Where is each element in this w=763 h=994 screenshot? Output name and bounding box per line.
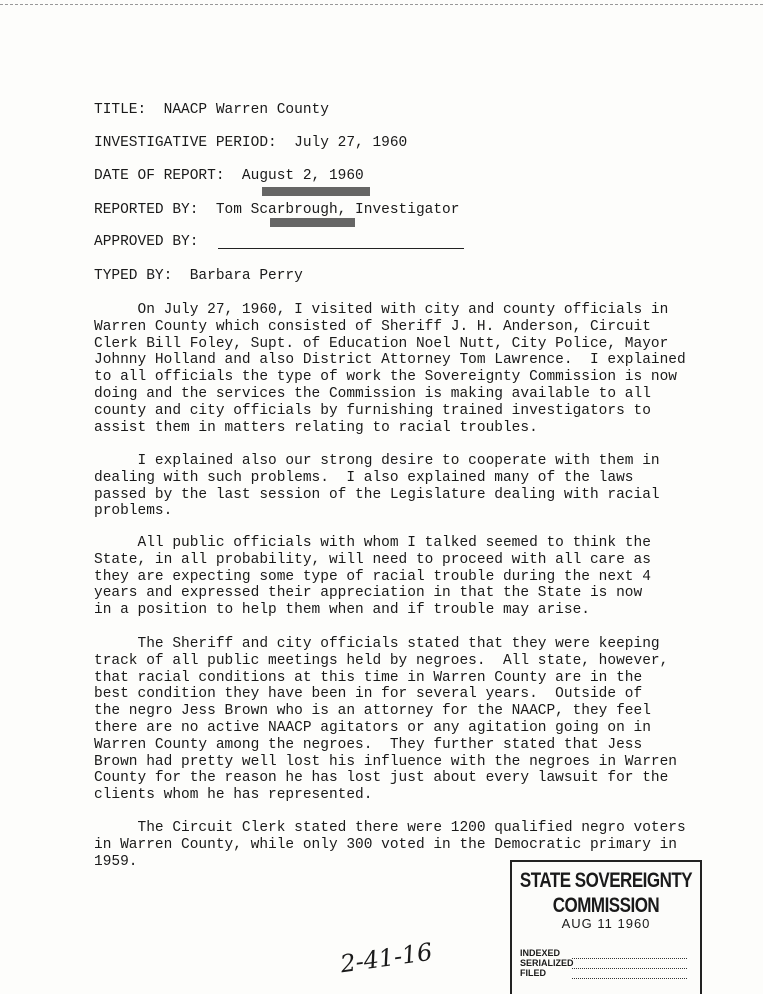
stamp-indexed: INDEXED xyxy=(520,948,561,958)
paragraph-3: All public officials with whom I talked seemed to think the State, in all probability, will need to proceed with all care as they are expecting some type of racial trouble during the next 4 years and expressed their appreciation in that the State is now in a position to help them when and if trouble may arise. xyxy=(94,535,651,619)
reported-by: REPORTED BY: Tom Scarbrough, Investigator xyxy=(94,202,460,218)
paragraph-4: The Sheriff and city officials stated that they were keeping track of all public meetings held by negroes. All state, however, that racial conditions at this time in Warren County are in the best condition they have been in for several years. Outside of the negro Jess Brown who is an attorney for the NAACP, they feel there are no active NAACP agitators or any agitation going on in Warren County among the negroes. They further stated that Jess Brown had pretty well lost his influence with the negroes in Warren County for the reason he has lost just about every lawsuit for the clients whom he has represented. xyxy=(94,636,677,804)
approved-signature-line xyxy=(218,248,464,249)
stamp-serialized-line xyxy=(572,968,687,969)
stamp-date: AUG 11 1960 xyxy=(561,916,651,931)
stamp-title: STATE SOVEREIGNTY COMMISSION xyxy=(519,868,693,917)
paragraph-5: The Circuit Clerk stated there were 1200 qualified negro voters in Warren County, while only 300 voted in the Democratic primary in 1959. xyxy=(94,820,686,870)
typed-by: TYPED BY: Barbara Perry xyxy=(94,268,303,284)
report-title: TITLE: NAACP Warren County xyxy=(94,102,329,118)
approved-by: APPROVED BY: xyxy=(94,234,199,250)
page-top-border xyxy=(0,4,763,5)
stamp-filed-line xyxy=(572,978,687,979)
paragraph-2: I explained also our strong desire to cooperate with them in dealing with such problems. I also explained many of the laws passed by the last session of the Legislature dealing with racial problems. xyxy=(94,453,660,520)
redaction-mark-lower xyxy=(270,218,355,227)
handwritten-file-number: 2-41-16 xyxy=(338,937,435,979)
commission-stamp xyxy=(510,860,702,994)
date-of-report: DATE OF REPORT: August 2, 1960 xyxy=(94,168,364,184)
redaction-mark xyxy=(262,187,370,196)
stamp-serialized: SERIALIZED xyxy=(520,958,574,968)
paragraph-1: On July 27, 1960, I visited with city and county officials in Warren County which consisted of Sheriff J. H. Anderson, Circuit Clerk Bill Foley, Supt. of Education Noel Nutt, City Police, Mayor Johnny Holland and also District Attorney Tom Lawrence. I explained to all officials the type of work the Sovereignty Commission is now doing and the services the Commission is making available to all county and city officials by furnishing trained investigators to assist them in matters relating to racial troubles. xyxy=(94,302,686,436)
stamp-indexed-line xyxy=(572,958,687,959)
investigative-period: INVESTIGATIVE PERIOD: July 27, 1960 xyxy=(94,135,408,151)
stamp-filed: FILED xyxy=(520,968,546,978)
